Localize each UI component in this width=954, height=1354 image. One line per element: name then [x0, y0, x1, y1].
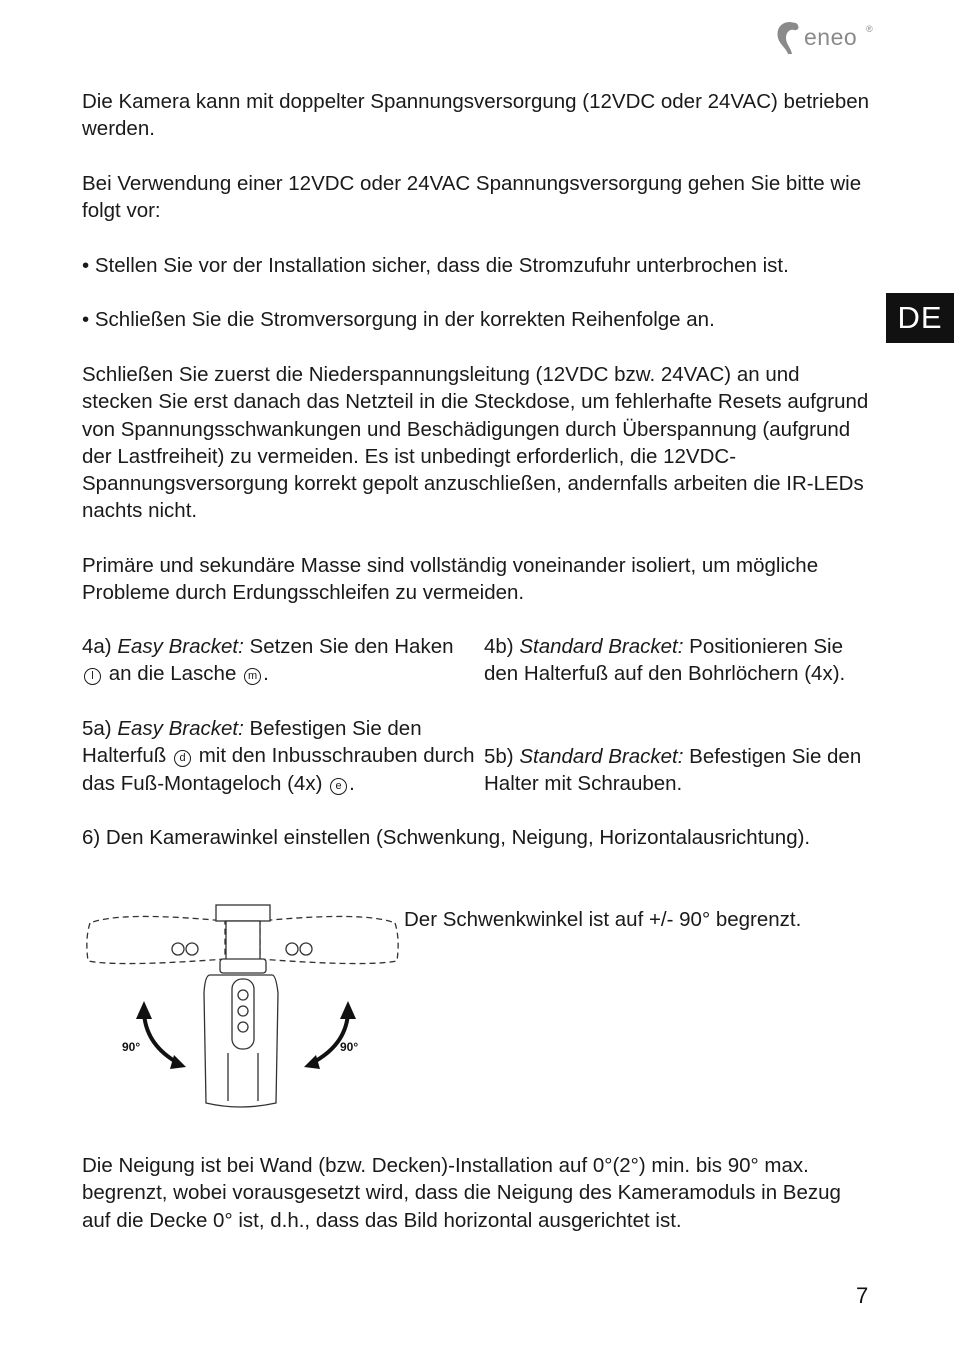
hook-marker-l: l	[84, 668, 101, 685]
registered-mark: ®	[866, 24, 873, 34]
left-angle-label: 90°	[122, 1040, 141, 1054]
language-tab-de: DE	[886, 293, 954, 343]
step-4a-text-2: an die Lasche	[108, 662, 237, 686]
step-4a-number: 4a)	[82, 635, 112, 658]
step-4b-text: Positionieren Sie den Halterfuß auf den Bohrlöchern (4x).	[484, 635, 846, 686]
paragraph-power-intro: Bei Verwendung einer 12VDC oder 24VAC Spannungsversorgung gehen Sie bitte wie folgt vor:	[82, 172, 862, 223]
step-5a-bracket-type: Easy Bracket:	[117, 717, 244, 740]
eneo-wordmark: eneo	[804, 24, 858, 50]
pan-limit-text: Der Schwenkwinkel ist auf +/- 90° begrenzt.	[404, 908, 802, 931]
step-5a-text-2: mit den Inbusschrauben durch das Fuß-Montageloch (4x)	[82, 744, 475, 795]
step-5b-text: Befestigen Sie den Halter mit Schrauben.	[484, 745, 862, 796]
step-6-camera-angle: 6) Den Kamerawinkel einstellen (Schwenkung, Neigung, Horizontalausrichtung).	[82, 826, 811, 849]
foot-marker-d: d	[174, 750, 191, 767]
paragraph-tilt-limit: Die Neigung ist bei Wand (bzw. Decken)-Installation auf 0°(2°) min. bis 90° max. begrenzt, wobei vorausgesetzt wird, dass die Neigung des Kameramoduls in Bezug auf die Decke 0° ist, d.h., dass das Bild horizontal ausgerichtet ist.	[82, 1154, 841, 1232]
step-4a-end: .	[263, 662, 269, 686]
paragraph-dual-power: Die Kamera kann mit doppelter Spannungsversorgung (12VDC oder 24VAC) betrieben werden.	[82, 90, 870, 141]
step-5b	[484, 743, 874, 798]
bullet-power-off: • Stellen Sie vor der Installation sicher, dass die Stromzufuhr unterbrochen ist.	[82, 254, 789, 277]
paragraph-ground-isolation: Primäre und sekundäre Masse sind vollständig voneinander isoliert, um mögliche Probleme durch Erdungsschleifen zu vermeiden.	[82, 554, 819, 605]
step-5a-text: Befestigen Sie den Halterfuß	[82, 717, 422, 768]
step-5b-bracket-type: Standard Bracket:	[519, 745, 684, 768]
bullet-power-order: • Schließen Sie die Stromversorgung in der korrekten Reihenfolge an.	[82, 308, 715, 331]
eneo-logo-mark-icon	[774, 18, 804, 58]
step-4b-bracket-type: Standard Bracket:	[519, 635, 684, 658]
right-angle-label: 90°	[340, 1040, 359, 1054]
step-4b-number: 4b)	[484, 635, 514, 658]
step-4b	[484, 633, 874, 688]
page-number: 7	[856, 1283, 869, 1308]
tab-marker-m: m	[244, 668, 261, 685]
step-5a	[82, 715, 477, 797]
eneo-logo	[774, 18, 884, 60]
step-5a-number: 5a)	[82, 717, 112, 740]
step-4a-bracket-type: Easy Bracket:	[117, 635, 244, 658]
step-4a	[82, 633, 477, 688]
step-5a-end: .	[349, 771, 355, 795]
hole-marker-e: e	[330, 778, 347, 795]
camera-pan-illustration	[80, 903, 405, 1113]
pan-angle-diagram	[80, 903, 405, 1113]
step-4a-text: Setzen Sie den Haken	[249, 635, 454, 658]
step-5b-number: 5b)	[484, 745, 514, 768]
paragraph-low-voltage: Schließen Sie zuerst die Niederspannungsleitung (12VDC bzw. 24VAC) an und stecken Sie erst danach das Netzteil in die Steckdose, um fehlerhafte Resets aufgrund von Spannungsschwankungen und Beschädigungen durch Überspannung (aufgrund der Lastfreiheit) zu vermeiden. Es ist unbedingt erforderlich, die 12VDC-Spannungsversorgung korrekt gepolt anzuschließen, andernfalls arbeiten die IR-LEDs nachts nicht.	[82, 363, 869, 523]
